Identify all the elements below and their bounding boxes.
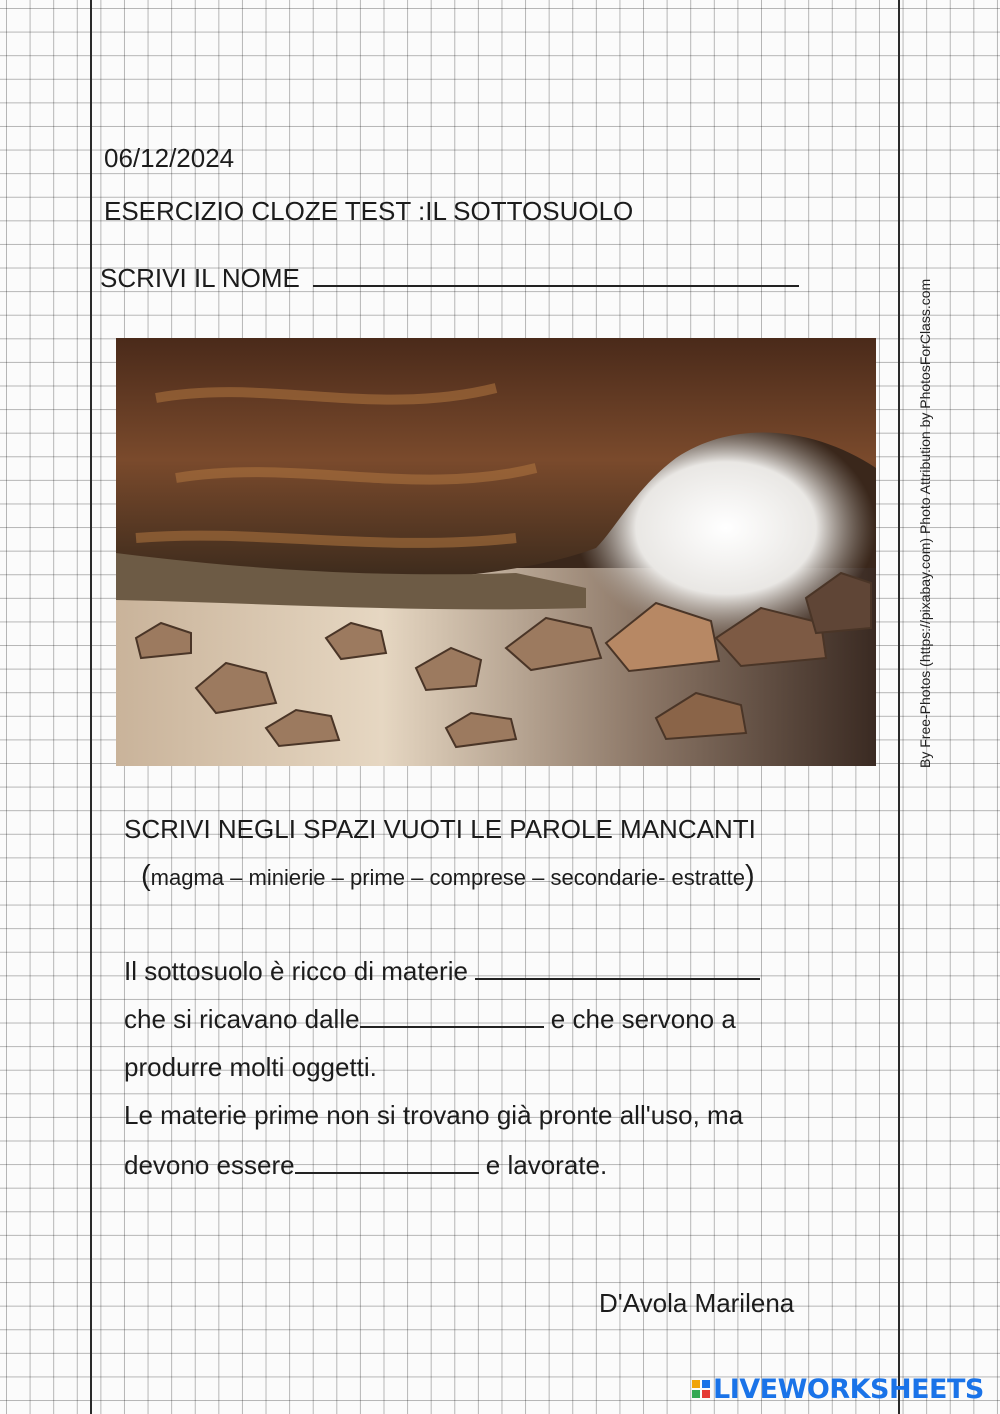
exercise-instruction: SCRIVI NEGLI SPAZI VUOTI LE PAROLE MANCANTI (124, 814, 756, 844)
line-5-text: devono essere (124, 1150, 295, 1180)
liveworksheets-logo-icon (692, 1380, 710, 1398)
word-bank-close-paren: ) (744, 860, 755, 892)
name-blank-field[interactable] (313, 284, 799, 287)
exercise-line-1 (124, 956, 760, 987)
liveworksheets-logo-text: LIVEWORKSHEETS (713, 1373, 984, 1405)
blank-field-2[interactable] (360, 1025, 544, 1028)
exercise-line-5 (124, 1150, 607, 1181)
exercise-line-3: produrre molti oggetti. (124, 1052, 377, 1082)
line-1-text: Il sottosuolo è ricco di materie (124, 956, 476, 986)
word-bank-words: magma – minierie – prime – comprese – secondarie- estratte (150, 865, 745, 890)
date-text: 06/12/2024 (104, 143, 235, 173)
author-name: D'Avola Marilena (599, 1288, 795, 1318)
cave-photo (116, 338, 876, 766)
word-bank-open-paren: ( (141, 860, 151, 892)
photo-credit: By Free-Photos (https://pixabay.com) Photo Attribution by PhotosForClass.com (917, 278, 933, 768)
name-row (100, 263, 799, 294)
exercise-line-2 (124, 1004, 736, 1035)
line-2-text: che si ricavano dalle (124, 1004, 360, 1034)
line-5-suffix: e lavorate. (478, 1150, 608, 1180)
line-2-suffix: e che servono a (543, 1004, 736, 1034)
exercise-line-4: Le materie prime non si trovano già pronte all'uso, ma (124, 1100, 744, 1130)
blank-field-1[interactable] (475, 977, 760, 980)
page-title: ESERCIZIO CLOZE TEST :IL SOTTOSUOLO (104, 196, 634, 226)
left-margin-line (90, 0, 92, 1414)
blank-field-3[interactable] (295, 1171, 479, 1174)
word-bank (141, 860, 755, 893)
name-label: SCRIVI IL NOME (100, 263, 300, 293)
right-margin-line (898, 0, 900, 1414)
liveworksheets-logo[interactable] (692, 1374, 984, 1404)
